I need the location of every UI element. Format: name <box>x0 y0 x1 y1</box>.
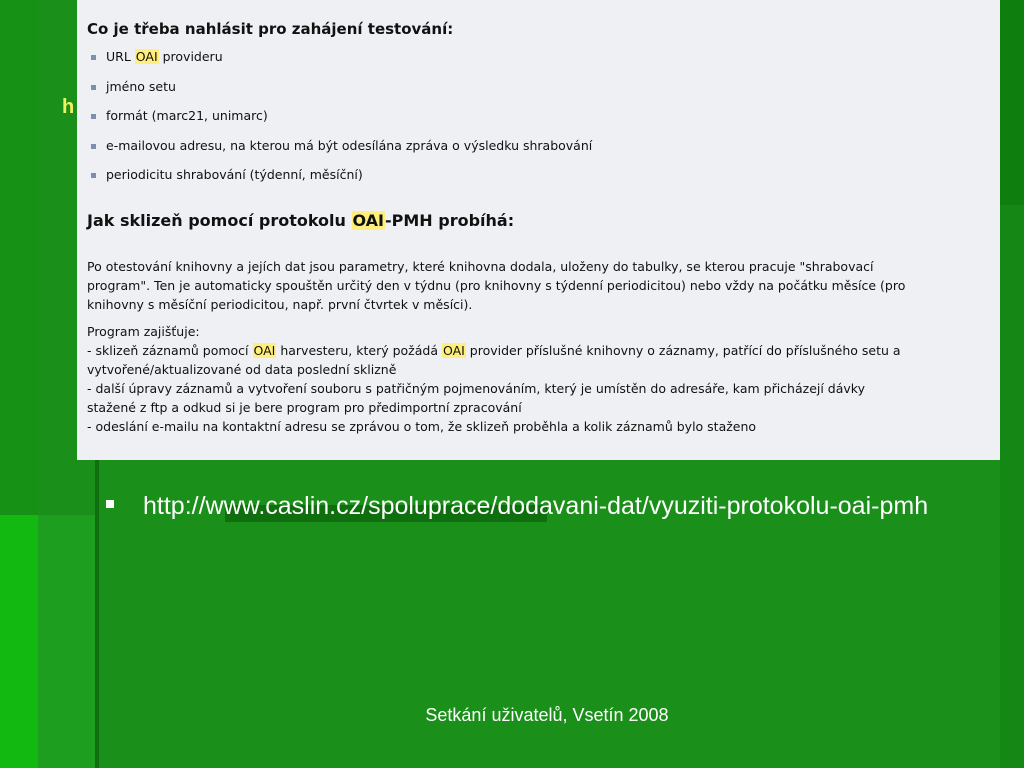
caslin-link[interactable]: http://www.caslin.cz/spoluprace/dodavani-dat/vyuziti-protokolu-oai-pmh <box>143 492 929 520</box>
square-bullet-icon <box>91 55 96 60</box>
paragraph-process: Po otestování knihovny a jejích dat jsou parametry, které knihovna dodala, uloženy do tabulky, se kterou pracuje "shrabovací program". Ten je automaticky spouštěn určitý den v týdnu (pro knihovny s týdenní periodicitou) nebo vždy na počátku měsíce (pro knihovny s měsíční periodicitou, např. první čtvrtek v měsíci). <box>87 259 906 312</box>
requirements-list <box>89 49 592 197</box>
partially-hidden-title-letter: h <box>62 96 75 118</box>
list-item: periodicitu shrabování (týdenní, měsíční) <box>89 167 592 197</box>
square-bullet-icon <box>91 85 96 90</box>
square-bullet-icon <box>106 500 114 508</box>
square-bullet-icon <box>91 144 96 149</box>
list-item: formát (marc21, unimarc) <box>89 108 592 138</box>
background-strip-top-right <box>1000 0 1024 205</box>
list-item: URL OAI provideru <box>89 49 592 79</box>
highlight-oai: OAI <box>442 343 465 358</box>
highlight-oai: OAI <box>135 49 158 64</box>
heading-harvest-process: Jak sklizeň pomocí protokolu OAI-PMH probíhá: <box>87 211 515 230</box>
list-item: e-mailovou adresu, na kterou má být odesílána zpráva o výsledku shrabování <box>89 138 592 168</box>
embedded-screenshot <box>77 0 1000 460</box>
slide-footer: Setkání uživatelů, Vsetín 2008 <box>425 705 669 725</box>
background-block-bright <box>0 515 38 768</box>
paragraph-program: Program zajišťuje: - sklizeň záznamů pomocí OAI harvesteru, který požádá OAI provider příslušné knihovny o záznamy, patřící do příslušného setu a vytvořené/aktualizované od data poslední sklizně - další úpravy záznamů a vytvoření souboru s patřičným pojmenováním, který je umístěn do adresáře, kam přicházejí dávky stažené z ftp a odkud si je bere program pro předimportní zpracování - odeslání e-mailu na kontaktní adresu se zprávou o tom, že sklizeň proběhla a kolik záznamů bylo staženo <box>87 324 901 434</box>
background-block-right <box>1000 205 1024 768</box>
square-bullet-icon <box>91 114 96 119</box>
highlight-oai: OAI <box>253 343 276 358</box>
highlight-oai: OAI <box>352 211 385 230</box>
square-bullet-icon <box>91 173 96 178</box>
list-item: jméno setu <box>89 79 592 109</box>
link-list-item <box>106 488 991 524</box>
heading-testing-requirements: Co je třeba nahlásit pro zahájení testování: <box>87 20 454 38</box>
background-block <box>38 515 95 768</box>
